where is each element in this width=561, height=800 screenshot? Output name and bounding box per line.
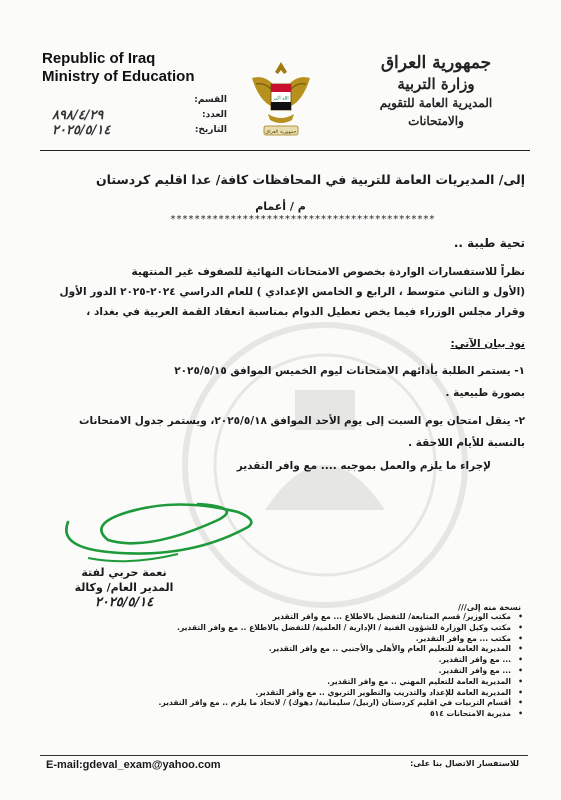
letter-subject: م / أعمام <box>255 200 306 213</box>
header-divider <box>40 150 530 151</box>
header-ar-line2: وزارة التربية <box>397 75 475 93</box>
copy-recipient: • المديرية العامة للإعداد والتدريب والتطوير التربوي .. مع وافر التقدير. <box>85 688 525 699</box>
copy-recipient: • مكتب الوزير/ قسم المتابعة/ للتفضل بالاطلاع ... مع وافر التقدير <box>85 612 525 623</box>
meta-section-label: القسم: <box>194 95 227 105</box>
copy-recipient: • ... مع وافر التقدير. <box>85 655 525 666</box>
meta-number-value: ٨٩٨/٤/٢٩ <box>52 108 104 123</box>
header-en-line1: Republic of Iraq <box>42 50 156 67</box>
emblem-takbir: الله أكبر <box>273 96 289 102</box>
meta-number-label: العدد: <box>202 110 227 120</box>
handwritten-signature <box>48 492 268 572</box>
footer-contact-label: للاستفسار الاتصال بنا على: <box>410 759 519 768</box>
signatory-title: المدير العام/ وكالة <box>74 581 174 594</box>
item-line: ٢- ينقل امتحان يوم السبت إلى يوم الأحد الموافق ٢٠٢٥/٥/١٨، ويستمر جدول الامتحانات <box>78 415 525 427</box>
iraq-eagle-emblem <box>246 56 316 140</box>
copy-recipient: • ... مع وافر التقدير. <box>85 666 525 677</box>
copy-recipient: • المديرية العامة للتعليم العام والأهلي والأجنبي .. مع وافر التقدير. <box>85 644 525 655</box>
meta-date-row <box>52 123 227 138</box>
footer-divider <box>40 755 528 756</box>
signatory-name: نعمة حربي لفتة <box>81 566 167 579</box>
meta-section-row <box>52 93 227 108</box>
header-english <box>42 50 195 86</box>
signature-block <box>64 565 184 610</box>
header-ar-line1: جمهورية العراق <box>380 53 492 73</box>
header-ar-line3: المديرية العامة للتقويم والامتحانات <box>379 96 493 128</box>
header-arabic <box>351 52 521 130</box>
copy-recipient: • مكتب وكيل الوزارة للشؤون الفنية / الإدارية / العلمية/ للتفضل بالاطلاع .. مع وافر التقدير. <box>85 623 525 634</box>
letter-closing: لإجراء ما يلزم والعمل بموجبه .... مع وافر التقدير <box>236 460 491 472</box>
item-line: بصورة طبيعية . <box>445 387 525 399</box>
copies-heading: نسخة منه إلى/// <box>457 603 521 612</box>
copy-recipient: • مكتب ... مع وافر التقدير. <box>85 634 525 645</box>
meta-date-label: التاريخ: <box>194 125 227 135</box>
paragraph-line: نظراً للاستفسارات الواردة بخصوص الامتحانات النهائية للصفوف غير المنتهية <box>131 266 525 278</box>
copies-list <box>85 612 525 720</box>
footer-email: E-mail:gdeval_exam@yahoo.com <box>46 759 221 771</box>
copy-recipient: • المديرية العامة للتعليم المهني .. مع وافر التقدير. <box>85 677 525 688</box>
emblem-caption: جمهورية العراق <box>265 129 297 135</box>
copy-recipient: • مديرية الامتحانات ٥١٤ <box>85 709 525 720</box>
letter-recipient: إلى/ المديريات العامة للتربية في المحافظات كافة/ عدا اقليم كردستان <box>96 172 525 187</box>
copy-recipient: • أقسام التربيات في اقليم كردستان (اربيل/ سليمانية/ دهوك) / لاتخاذ ما يلزم .. مع وافر التقدير. <box>85 698 525 709</box>
meta-number-row <box>52 108 227 123</box>
header-en-line2: Ministry of Education <box>42 68 195 85</box>
meta-date-value: ٢٠٢٥/٥/١٤ <box>52 123 111 138</box>
reference-meta <box>52 93 227 138</box>
letter-notify-heading: نود بيان الآتي: <box>450 338 525 350</box>
paragraph-line: (الأول و الثاني متوسط ، الرابع و الخامس الإعدادي ) للعام الدراسي ٢٠٢٤-٢٠٢٥ الدور الأول <box>59 286 525 298</box>
paragraph-line: وقرار مجلس الوزراء فيما يخص تعطيل الدوام بمناسبة انعقاد القمة العربية في بغداد ، <box>86 306 525 318</box>
letter-greeting: تحية طيبة .. <box>453 236 525 250</box>
letter-item-1 <box>35 360 525 404</box>
item-line: ١- يستمر الطلبة بأدائهم الامتحانات ليوم الخميس الموافق ٢٠٢٥/٥/١٥ <box>174 365 525 377</box>
letter-item-2 <box>35 410 525 454</box>
subject-separator: ******************************************** <box>170 214 435 225</box>
signature-date: ٢٠٢٥/٥/١٤ <box>94 595 154 610</box>
item-line: بالنسبة للأيام اللاحقة . <box>408 437 525 449</box>
letter-paragraph <box>35 262 525 322</box>
